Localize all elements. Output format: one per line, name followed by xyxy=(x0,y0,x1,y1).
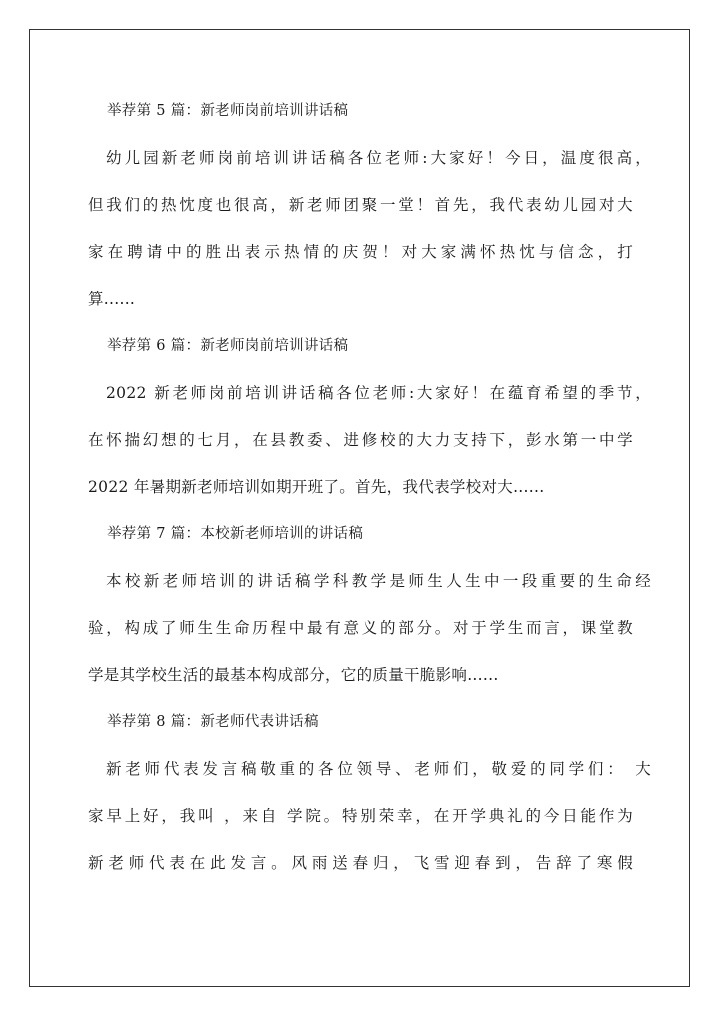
section-8-line-2: 家早上好，我叫 ，来自 学院。特别荣幸，在开学典礼的今日能作为 xyxy=(88,807,633,825)
section-7-line-2: 验，构成了师生生命历程中最有意义的部分。对于学生而言，课堂教 xyxy=(88,619,633,637)
section-5-line-3: 家在聘请中的胜出表示热情的庆贺！对大家满怀热忱与信念，打 xyxy=(88,243,633,261)
section-5-line-2: 但我们的热忱度也很高，新老师团聚一堂！首先，我代表幼儿园对大 xyxy=(88,196,633,214)
section-8-line-1: 新老师代表发言稿敬重的各位领导、老师们，敬爱的同学们： 大 xyxy=(106,760,651,778)
section-6-heading: 举荐第 6 篇：新老师岗前培训讲话稿 xyxy=(107,338,349,354)
section-7-line-1: 本校新老师培训的讲话稿学科教学是师生人生中一段重要的生命经 xyxy=(106,572,651,590)
section-7-heading: 举荐第 7 篇：本校新老师培训的讲话稿 xyxy=(107,526,364,542)
section-5-line-1: 幼儿园新老师岗前培训讲话稿各位老师:大家好！今日，温度很高， xyxy=(106,149,651,167)
section-8-heading: 举荐第 8 篇：新老师代表讲话稿 xyxy=(107,714,319,730)
section-6-line-1: 2022 新老师岗前培训讲话稿各位老师:大家好！在蕴育希望的季节， xyxy=(106,384,651,402)
section-6-line-3: 2022 年暑期新老师培训如期开班了。首先，我代表学校对大...... xyxy=(88,478,545,496)
section-5-heading: 举荐第 5 篇：新老师岗前培训讲话稿 xyxy=(107,103,349,119)
section-8-line-3: 新老师代表在此发言。风雨送春归，飞雪迎春到，告辞了寒假 xyxy=(88,854,633,872)
section-6-line-2: 在怀揣幻想的七月，在县教委、进修校的大力支持下，彭水第一中学 xyxy=(88,431,633,449)
section-5-line-4: 算...... xyxy=(88,290,136,308)
section-7-line-3: 学是其学校生活的最基本构成部分，它的质量干脆影响...... xyxy=(88,666,499,684)
